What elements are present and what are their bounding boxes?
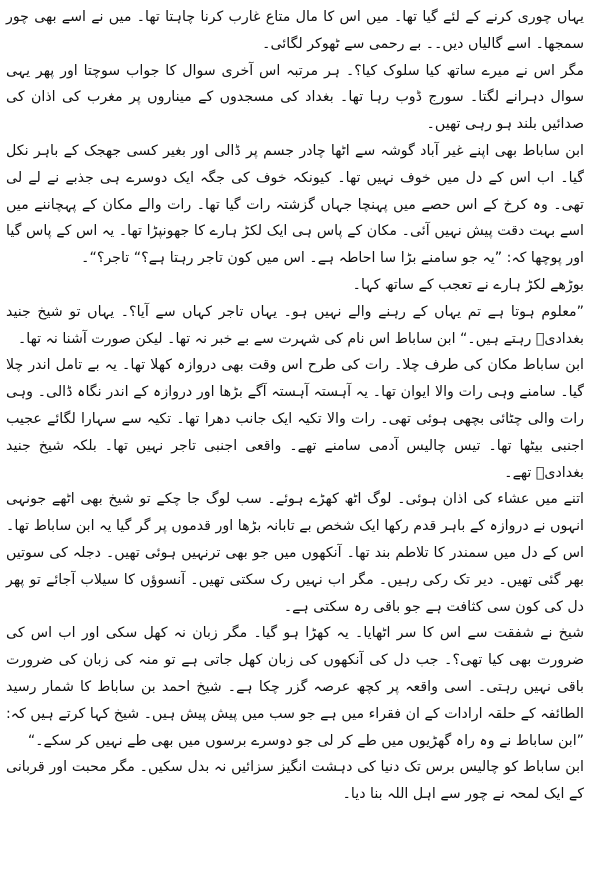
paragraph: بوڑھے لکڑ ہارے نے تعجب کے ساتھ کہا۔ xyxy=(352,276,584,293)
paragraph: ”معلوم ہوتا ہے تم یہاں کے رہنے والے نہیں ہو۔ یہاں تاجر کہاں سے آیا؟۔ یہاں تو شیخ جنید بغدادیؒ رہتے ہیں۔“ ابن ساباط اس نام کی شہرت سے بے خبر نہ تھا۔ لیکن صورت آشنا نہ تھا۔ xyxy=(6,303,584,347)
paragraph: ابن ساباط مکان کی طرف چلا۔ رات کی طرح اس وقت بھی دروازہ کھلا تھا۔ یہ بے تامل اندر چلا گیا۔ سامنے وہی رات والا ایوان تھا۔ یہ آہستہ آہستہ آگے بڑھا اور دروازہ کے اندر نگاہ ڈالی۔ وہی رات والی چٹائی بچھی ہوئی تھی۔ رات والا تکیہ ایک جانب دھرا تھا۔ تکیہ سے سہارا لگائے عجیب اجنبی بیٹھا تھا۔ تیس چالیس آدمی سامنے تھے۔ واقعی اجنبی تاجر نہیں تھا۔ بلکہ شیخ جنید بغدادیؒ تھے۔ xyxy=(6,357,584,481)
paragraph: یہاں چوری کرنے کے لئے گیا تھا۔ میں اس کا مال متاع غارب کرنا چاہتا تھا۔ میں نے اسے بھی چور سمجھا۔ اسے گالیاں دیں۔۔ بے رحمی سے ٹھوکر لگائی۔ xyxy=(6,9,584,52)
paragraph: شیخ نے شفقت سے اس کا سر اٹھایا۔ یہ کھڑا ہو گیا۔ مگر زبان نہ کھل سکی اور اب اس کی ضرورت بھی کیا تھی؟۔ جب دل کی آنکھوں کی زبان کھل جاتی ہے تو منہ کی زبان کی ضرورت باقی نہیں رہتی۔ اسی واقعہ پر کچھ عرصہ گزر چکا ہے۔ شیخ احمد بن ساباط کا شمار رسید الطائفہ کے حلقہ ارادات کے ان فقراء میں ہے جو سب میں پیش پیش ہیں۔ شیخ کہا کرتے ہیں کہ: ”ابن ساباط نے وہ راہ گھڑیوں میں طے کر لی جو دوسرے برسوں میں بھی طے نہیں کر سکے۔“ xyxy=(6,625,584,749)
paragraph: ابن ساباط بھی اپنے غیر آباد گوشہ سے اٹھا چادر جسم پر ڈالی اور بغیر کسی جھجک کے باہر نکل گیا۔ اب اس کے دل میں خوف نہیں تھا۔ کیونکہ خوف کی جگہ ایک دوسرے ہی جذبے نے لے لی تھی۔ وہ کرخ کے اس حصے میں پہنچا جہاں گزشتہ رات گیا تھا۔ رات والے مکان کے پہچاننے میں اسے بہت دقت پیش نہیں آئی۔ مکان کے پاس ہی ایک لکڑ ہارے کا جھونپڑا تھا۔ یہ اس کے پاس گیا اور پوچھا کہ: ”یہ جو سامنے بڑا سا احاطہ ہے۔ اس میں کون تاجر رہتا ہے؟“ تاجر؟“۔ xyxy=(6,142,584,267)
paragraph: مگر اس نے میرے ساتھ کیا سلوک کیا؟۔ ہر مرتبہ اس آخری سوال کا جواب سوچتا اور پھر یہی سوال دہرانے لگتا۔ سورج ڈوب رہا تھا۔ بغداد کی مسجدوں کے میناروں پر مغرب کی اذان کی صدائیں بلند ہو رہی تھیں۔ xyxy=(6,62,584,133)
paragraph: اتنے میں عشاء کی اذان ہوئی۔ لوگ اٹھ کھڑے ہوئے۔ سب لوگ جا چکے تو شیخ بھی اٹھے جونہی انہوں نے دروازہ کے باہر قدم رکھا ایک شخص بے تابانہ بڑھا اور قدموں پر گر گیا یہ ابن ساباط تھا۔ اس کے دل میں سمندر کا تلاطم بند تھا۔ آنکھوں میں جو بھی ترنہیں ہوئی تھیں۔ دجلہ کی سوتیں بھر گئی تھیں۔ دیر تک رکی رہیں۔ مگر اب نہیں رک سکتی تھیں۔ آنسوؤں کا سیلاب آجائے تو پھر دل کی کون سی کثافت ہے جو باقی رہ سکتی ہے۔ xyxy=(6,491,584,615)
paragraph: ابن ساباط کو چالیس برس تک دنیا کی دہشت انگیز سزائیں نہ بدل سکیں۔ مگر محبت اور قربانی کے ایک لمحہ نے چور سے اہل اللہ بنا دیا۔ xyxy=(6,759,584,803)
